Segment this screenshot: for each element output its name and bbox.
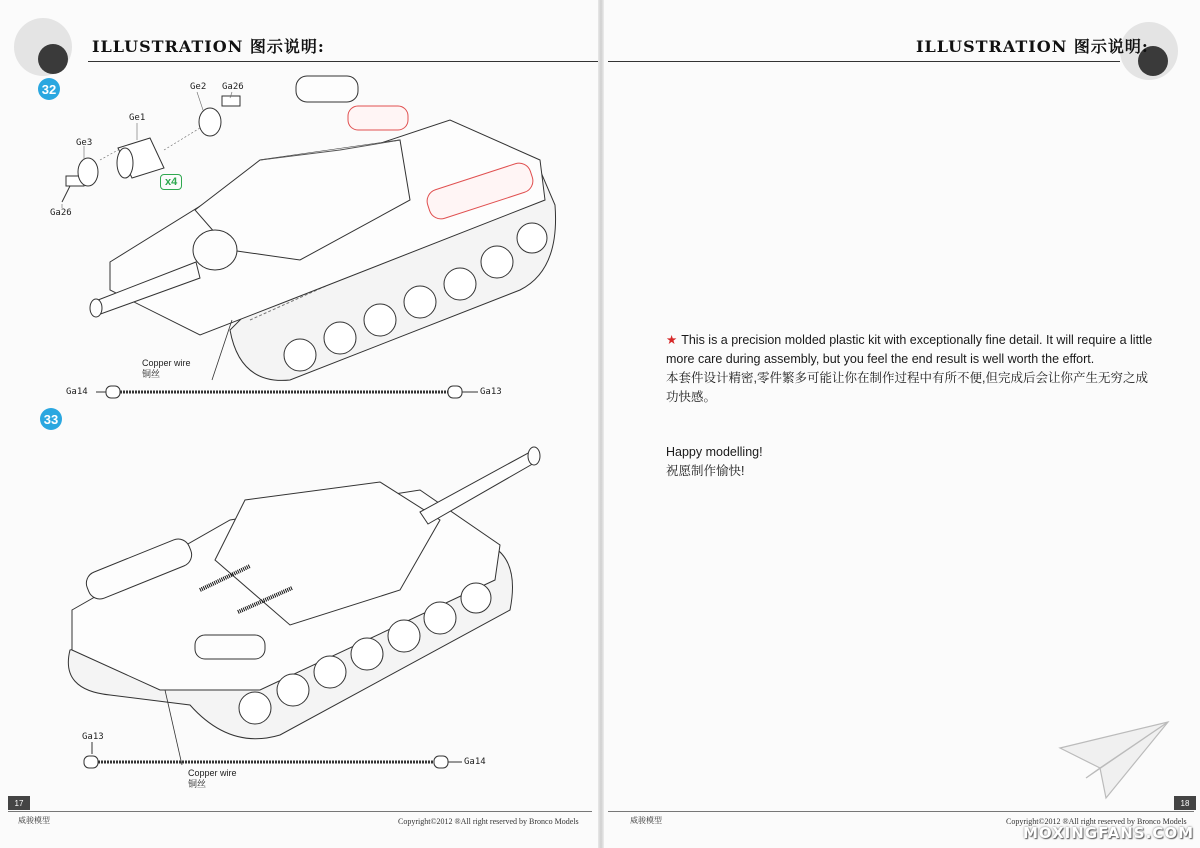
right-footer-brand: 威骏模型	[630, 816, 662, 825]
wire-part-right-step-33: Ga14	[464, 757, 486, 767]
wire-part-right-step-32: Ga13	[480, 387, 502, 397]
part-label-ge1: Ge1	[129, 113, 146, 123]
step-32-badge: 32	[38, 78, 60, 100]
copper-wire-label-cn: 铜丝	[188, 779, 207, 789]
step-33-badge: 33	[40, 408, 62, 430]
star-icon: ★	[666, 333, 678, 347]
quantity-badge: x4	[160, 174, 182, 190]
left-footer-brand: 威骏模型	[18, 816, 50, 825]
paper-plane-logo	[1056, 718, 1176, 808]
left-page-header: ILLUSTRATION 图示说明:	[92, 37, 325, 56]
closing-en: Happy modelling!	[666, 445, 763, 459]
wire-part-left-step-32: Ga14	[66, 387, 88, 397]
kit-note	[666, 331, 1186, 407]
right-header-rule	[608, 61, 1120, 62]
part-label-ge3: Ge3	[76, 138, 93, 148]
note-en-line-1: ★ This is a precision molded plastic kit with exceptionally fine detail. It will require a little	[666, 333, 1153, 347]
left-footer-copyright: Copyright©2012 ®All right reserved by Bronco Models	[398, 817, 579, 826]
closing-cn: 祝愿制作愉快!	[666, 464, 745, 478]
copper-wire-label-en: Copper wire	[188, 768, 237, 778]
copper-wire-label-cn: 铜丝	[142, 369, 161, 379]
wire-part-left-step-33: Ga13	[82, 732, 104, 742]
note-cn-line-1: 本套件设计精密,零件繁多可能让你在制作过程中有所不便,但完成后会让你产生无穷之成	[666, 371, 1148, 385]
left-page-number: 17	[8, 796, 30, 810]
left-footer-rule	[8, 811, 592, 812]
note-cn-line-2: 功快感。	[666, 390, 717, 404]
copper-wire-label-en: Copper wire	[142, 358, 191, 368]
note-en-line-2: more care during assembly, but you feel the end result is well worth the effort.	[666, 352, 1095, 366]
watermark: MOXINGFANS.COM	[1022, 824, 1194, 842]
right-page	[604, 0, 1200, 848]
part-label-ge2: Ge2	[190, 82, 207, 92]
copper-wire-callout-step-33	[188, 768, 237, 790]
right-footer-rule	[608, 811, 1194, 812]
right-page-header: ILLUSTRATION 图示说明:	[916, 37, 1149, 56]
part-label-ga26-top: Ga26	[222, 82, 244, 92]
right-footer-copyright: Copyright©2012 ®All right reserved by Bronco Models	[1006, 817, 1187, 826]
right-page-number: 18	[1174, 796, 1196, 810]
part-label-ga26-bottom: Ga26	[50, 208, 72, 218]
closing-message	[666, 443, 763, 481]
